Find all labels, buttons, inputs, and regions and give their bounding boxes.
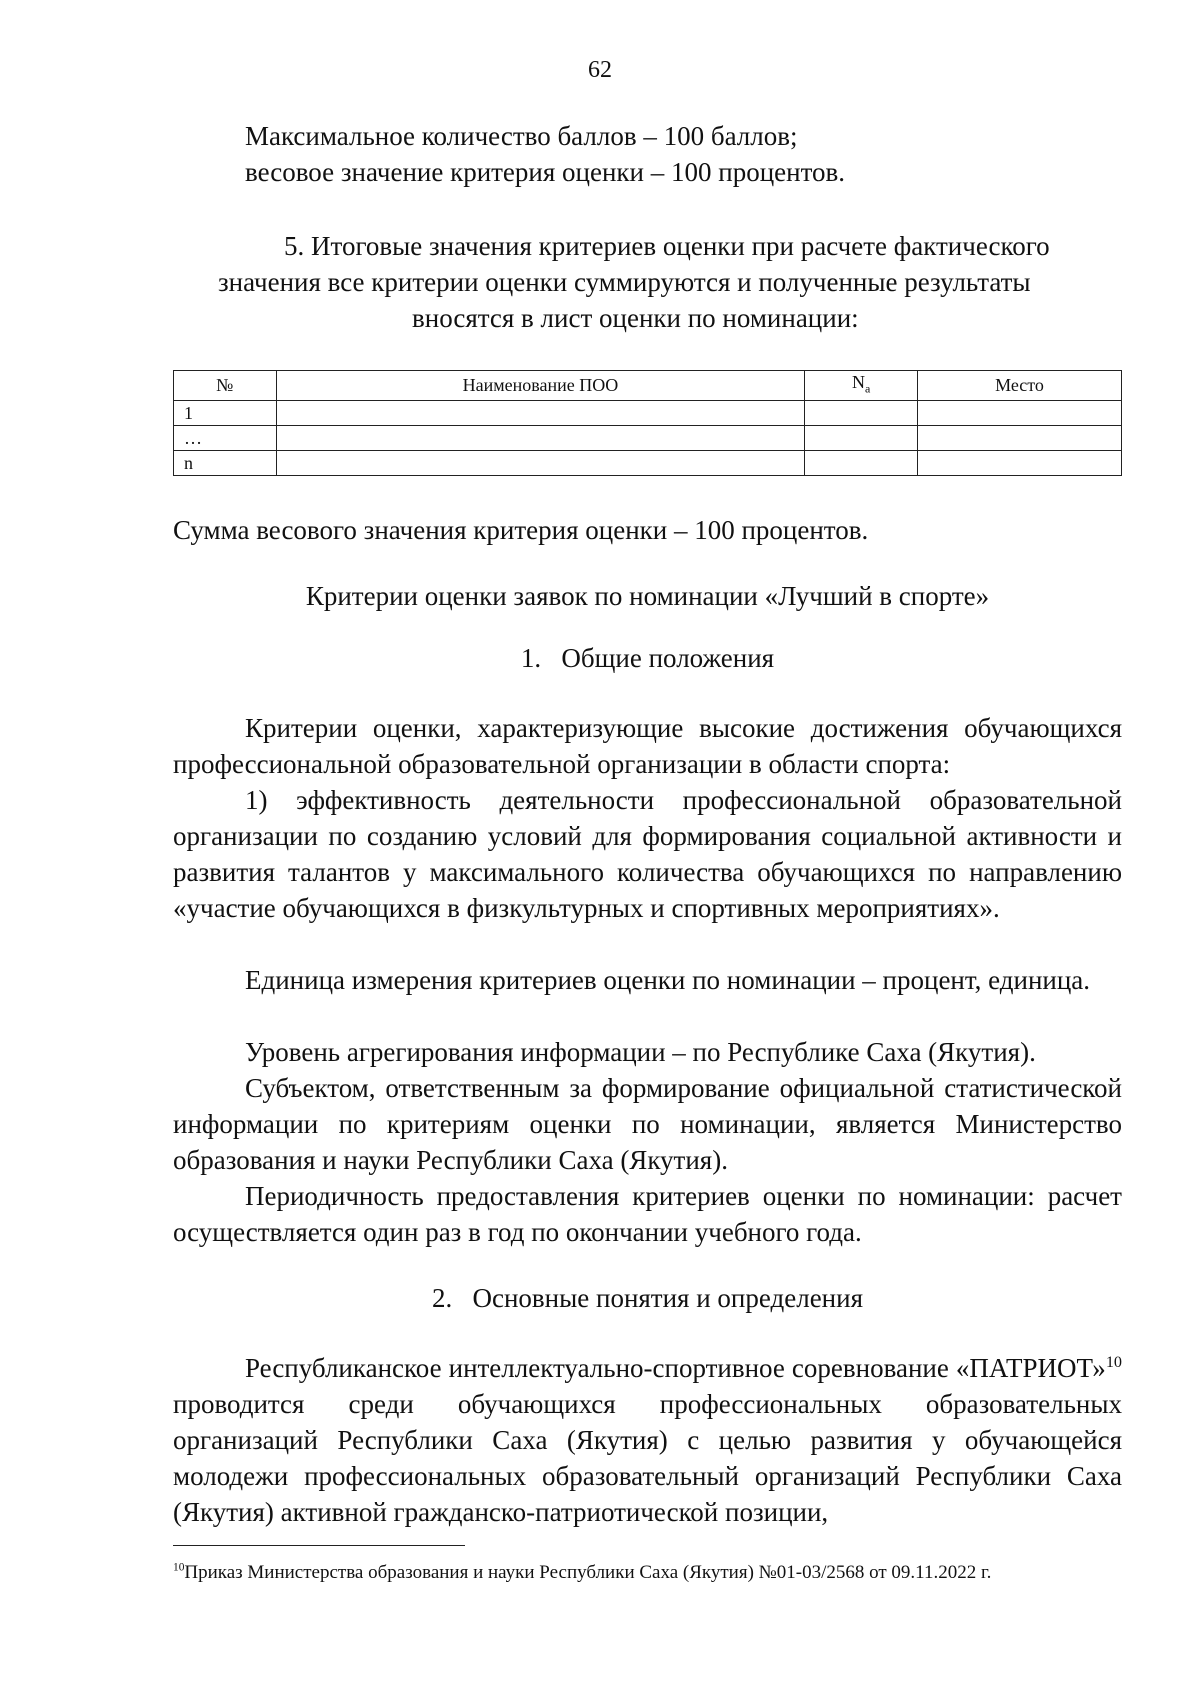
section-1-title: 1. Общие положения <box>520 643 775 673</box>
section-1-para-3 <box>173 962 1122 998</box>
table-row <box>174 450 1122 475</box>
footnote-text: Приказ Министерства образования и науки Республики Саха (Якутия) №01-03/2568 от 09.11.2022 г. <box>184 1562 992 1583</box>
header-na <box>805 371 918 401</box>
table-cell <box>805 400 918 425</box>
header-na-sub: а <box>864 381 871 396</box>
section-1-para-5 <box>173 1070 1122 1178</box>
section-1-para-2 <box>173 782 1122 926</box>
section-1-para-6-text: Периодичность предоставления критериев оценки по номинации: расчет осуществляется один раз в год по окончании учебного года. <box>173 1181 1122 1247</box>
header-number: № <box>174 371 277 401</box>
section-1-para-5-text: Субъектом, ответственным за формирование официальной статистической информации по критериям оценки по номинации, является Министерство образования и науки Республики Саха (Якутия). <box>173 1073 1122 1175</box>
item5-line-2: значения все критерии оценки суммируются и полученные результаты <box>218 267 1031 297</box>
section-1-para-1 <box>173 710 1122 782</box>
section-2-para-1-before: Республиканское интеллектуально-спортивное соревнование «ПАТРИОТ» <box>245 1353 1106 1383</box>
item5-line-1: 5. Итоговые значения критериев оценки при расчете фактического <box>284 231 1050 261</box>
table-cell: n <box>174 450 277 475</box>
footnote-ref: 10 <box>1105 1353 1122 1371</box>
table-cell <box>276 425 805 450</box>
section-1-para-3-text: Единица измерения критериев оценки по номинации – процент, единица. <box>245 965 1091 995</box>
section-2-para-1 <box>173 1350 1122 1530</box>
table-cell <box>917 450 1121 475</box>
table-cell: … <box>174 425 277 450</box>
section-1-para-6 <box>173 1178 1122 1250</box>
table-row <box>174 425 1122 450</box>
table-cell <box>276 450 805 475</box>
evaluation-sheet-table <box>173 370 1122 476</box>
table-cell <box>805 450 918 475</box>
table-cell <box>276 400 805 425</box>
page-number: 62 <box>588 57 612 83</box>
item5-line-3: вносятся в лист оценки по номинации: <box>412 303 859 333</box>
section-2-para-1-after: проводится среди обучающихся профессиональных образовательных организаций Республики Саха (Якутия) с целью развития у обучающейся молодежи профессиональных образовательный организаций Республики Саха (Якутия) активной гражданско-патриотической позиции, <box>173 1389 1122 1527</box>
table-row <box>174 400 1122 425</box>
weight-line: весовое значение критерия оценки – 100 процентов. <box>245 157 846 187</box>
section-1-para-4: Уровень агрегирования информации – по Республике Саха (Якутия). <box>245 1037 1036 1067</box>
section-2-title: 2. Основные понятия и определения <box>431 1283 863 1313</box>
footnote <box>173 1560 991 1586</box>
table-cell <box>805 425 918 450</box>
table-cell <box>917 400 1121 425</box>
section-1-para-1-text: Критерии оценки, характеризующие высокие достижения обучающихся профессиональной образовательной организации в области спорта: <box>173 713 1122 779</box>
criteria-title: Критерии оценки заявок по номинации «Лучший в спорте» <box>305 581 990 611</box>
weight-sum-line: Сумма весового значения критерия оценки – 100 процентов. <box>173 515 869 545</box>
section-1-para-2-text: 1) эффективность деятельности профессиональной образовательной организации по созданию условий для формирования социальной активности и развития талантов у максимального количества обучающихся по направлению «участие обучающихся в физкультурных и спортивных мероприятиях». <box>173 785 1122 923</box>
table-header-row <box>174 371 1122 401</box>
header-name: Наименование ПОО <box>276 371 805 401</box>
footnote-number: 10 <box>173 1561 185 1574</box>
table-cell: 1 <box>174 400 277 425</box>
table-cell <box>917 425 1121 450</box>
header-na-text: N <box>851 372 865 392</box>
footnote-divider <box>173 1545 465 1546</box>
header-place: Место <box>917 371 1121 401</box>
max-score-line: Максимальное количество баллов – 100 баллов; <box>245 121 798 151</box>
